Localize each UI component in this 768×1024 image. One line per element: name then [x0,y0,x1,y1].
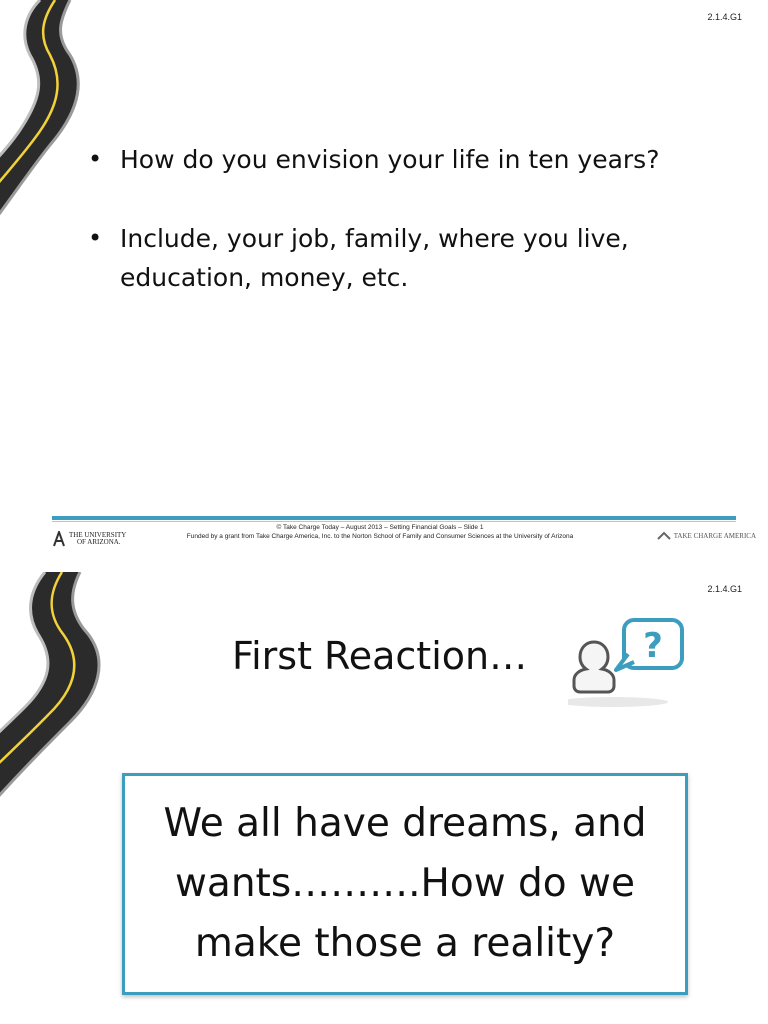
footer-divider-thin [52,521,736,522]
footer-copyright: © Take Charge Today – August 2013 – Setting Financial Goals – Slide 1 [276,524,484,531]
bullet-list [88,140,738,337]
arizona-a-icon [52,531,66,547]
tca-swoosh-icon [657,531,671,541]
tca-logo-text: TAKE CHARGE AMERICA [673,532,756,540]
bullet-item: • Include, your job, family, where you live, education, money, etc. [88,219,738,297]
footer-funding: Funded by a grant from Take Charge America, Inc. to the Norton School of Family and Consumer Sciences at the University of Arizona [186,533,574,540]
bullet-item: • How do you envision your life in ten years? [88,140,738,179]
quote-text: We all have dreams, and wants……….How do we make those a reality? [163,801,647,966]
take-charge-america-logo [657,531,756,541]
footer-divider [52,516,736,520]
university-of-arizona-logo [52,530,126,548]
slide-title: First Reaction… [232,634,528,678]
quote-box [122,773,688,995]
slide-code: 2.1.4.G1 [707,584,742,594]
ua-logo-line2: OF ARIZONA. [77,538,121,546]
slide-code: 2.1.4.G1 [707,12,742,22]
ua-logo-line1: THE UNIVERSITY [69,531,127,539]
person-question-bubble-icon [568,614,688,714]
slide-2 [0,572,768,1024]
svg-text:?: ? [643,626,663,666]
